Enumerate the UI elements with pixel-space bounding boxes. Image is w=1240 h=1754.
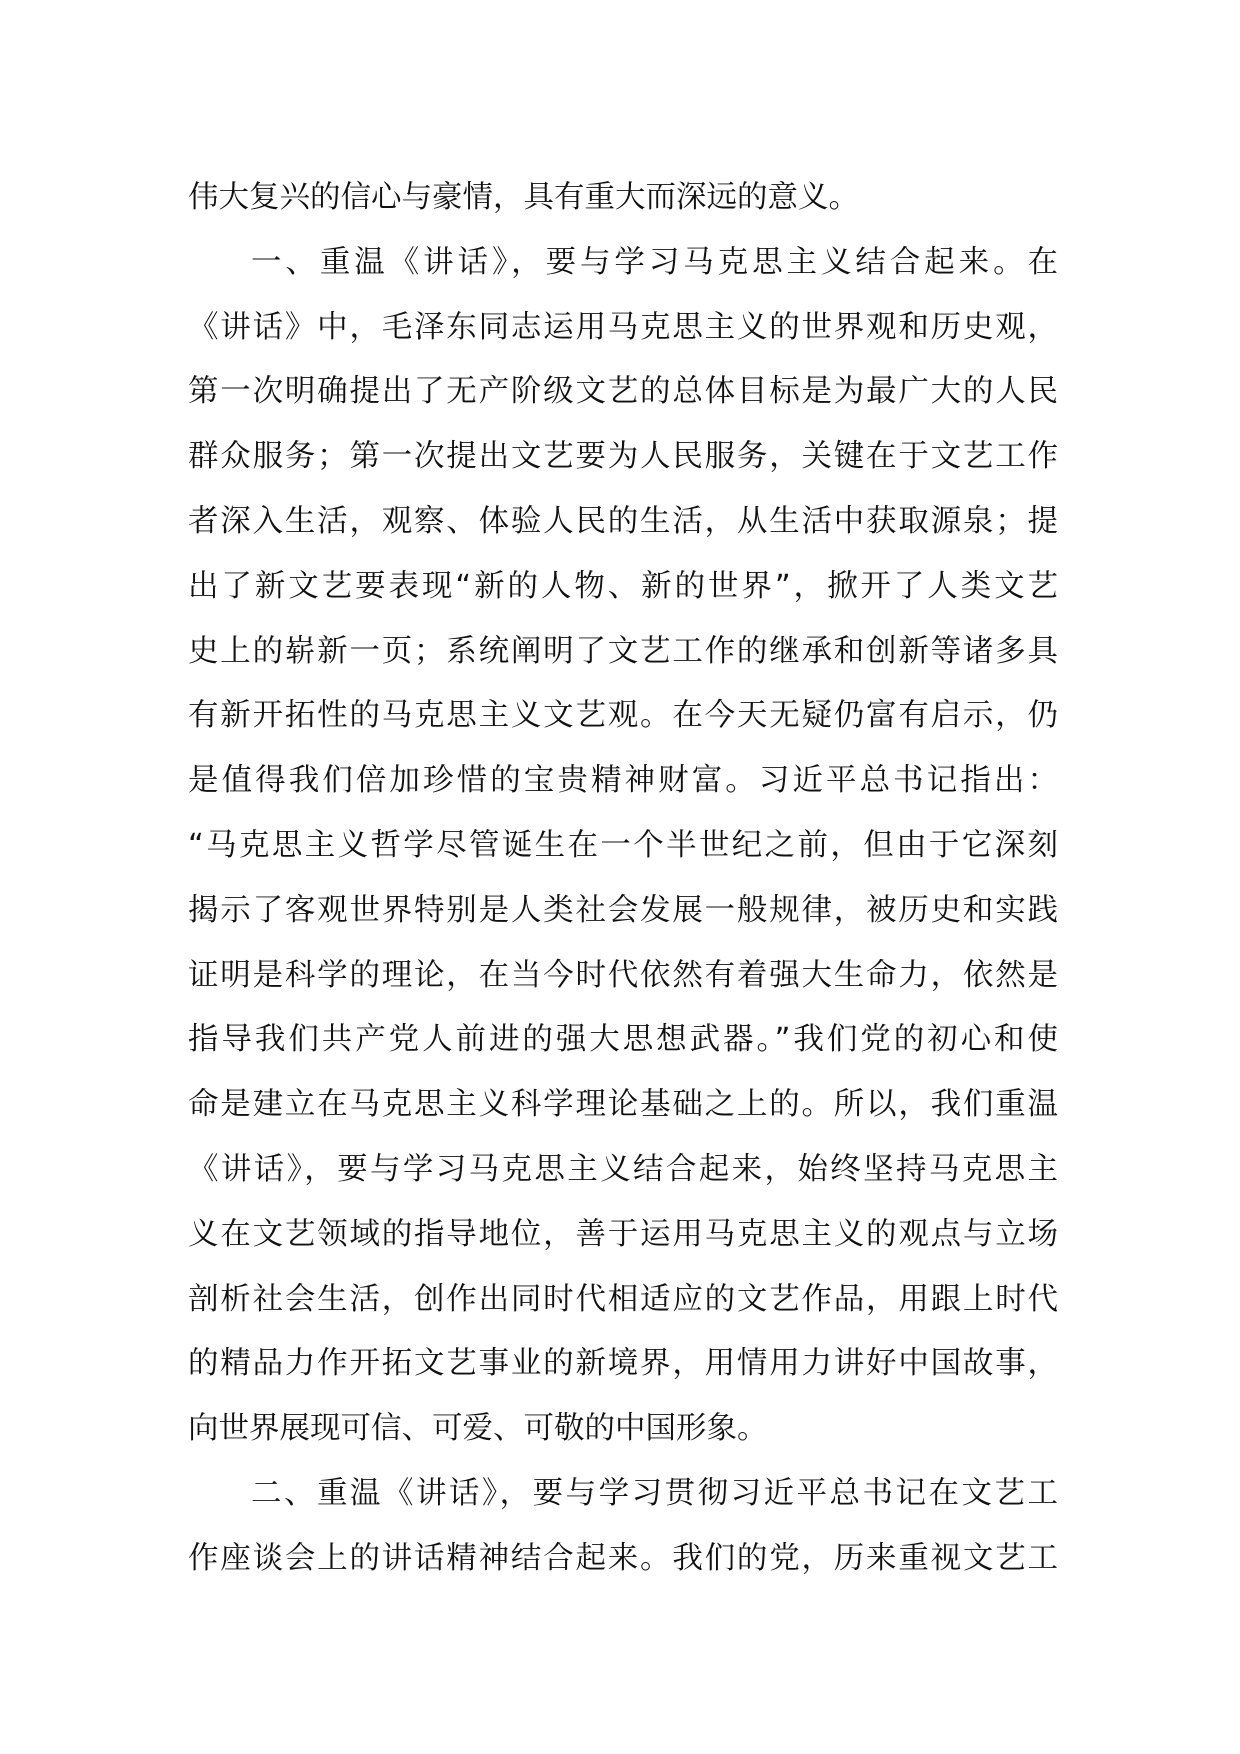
text-line: 第一次明确提出了无产阶级文艺的总体目标是为最广大的人民 <box>188 374 1058 410</box>
text-line: 义在文艺领域的指导地位，善于运用马克思主义的观点与立场 <box>188 1216 1058 1252</box>
text-line: 者深入生活，观察、体验人民的生活，从生活中获取源泉；提 <box>188 503 1058 539</box>
text-line: 作座谈会上的讲话精神结合起来。我们的党，历来重视文艺工 <box>188 1540 1058 1576</box>
text-line: 史上的崭新一页；系统阐明了文艺工作的继承和创新等诸多具 <box>188 633 1058 669</box>
text-line: 出了新文艺要表现“新的人物、新的世界”，掀开了人类文艺 <box>188 568 1058 604</box>
text-line: “马克思主义哲学尽管诞生在一个半世纪之前，但由于它深刻 <box>188 827 1058 863</box>
paragraph-start-line: 一、重温《讲话》，要与学习马克思主义结合起来。在 <box>251 244 1058 280</box>
text-line: 向世界展现可信、可爱、可敬的中国形象。 <box>188 1411 768 1447</box>
text-line: 指导我们共产党人前进的强大思想武器。”我们党的初心和使 <box>188 1022 1058 1058</box>
text-line: 群众服务；第一次提出文艺要为人民服务，关键在于文艺工作 <box>188 439 1058 475</box>
paragraph-start-line: 二、重温《讲话》，要与学习贯彻习近平总书记在文艺工 <box>251 1475 1058 1511</box>
text-line: 揭示了客观世界特别是人类社会发展一般规律，被历史和实践 <box>188 892 1058 928</box>
text-line: 剖析社会生活，创作出同时代相适应的文艺作品，用跟上时代 <box>188 1281 1058 1317</box>
text-line: 证明是科学的理论，在当今时代依然有着强大生命力，依然是 <box>188 957 1058 993</box>
body-text <box>188 166 1058 1592</box>
text-line: 命是建立在马克思主义科学理论基础之上的。所以，我们重温 <box>188 1087 1058 1123</box>
text-line: 有新开拓性的马克思主义文艺观。在今天无疑仍富有启示，仍 <box>188 698 1058 734</box>
text-line: 《讲话》，要与学习马克思主义结合起来，始终坚持马克思主 <box>188 1151 1058 1187</box>
text-line: 的精品力作开拓文艺事业的新境界，用情用力讲好中国故事， <box>188 1346 1058 1382</box>
text-line: 是值得我们倍加珍惜的宝贵精神财富。习近平总书记指出： <box>188 763 1058 799</box>
text-line: 伟大复兴的信心与豪情，具有重大而深远的意义。 <box>188 180 859 215</box>
text-line: 《讲话》中，毛泽东同志运用马克思主义的世界观和历史观， <box>188 309 1058 345</box>
